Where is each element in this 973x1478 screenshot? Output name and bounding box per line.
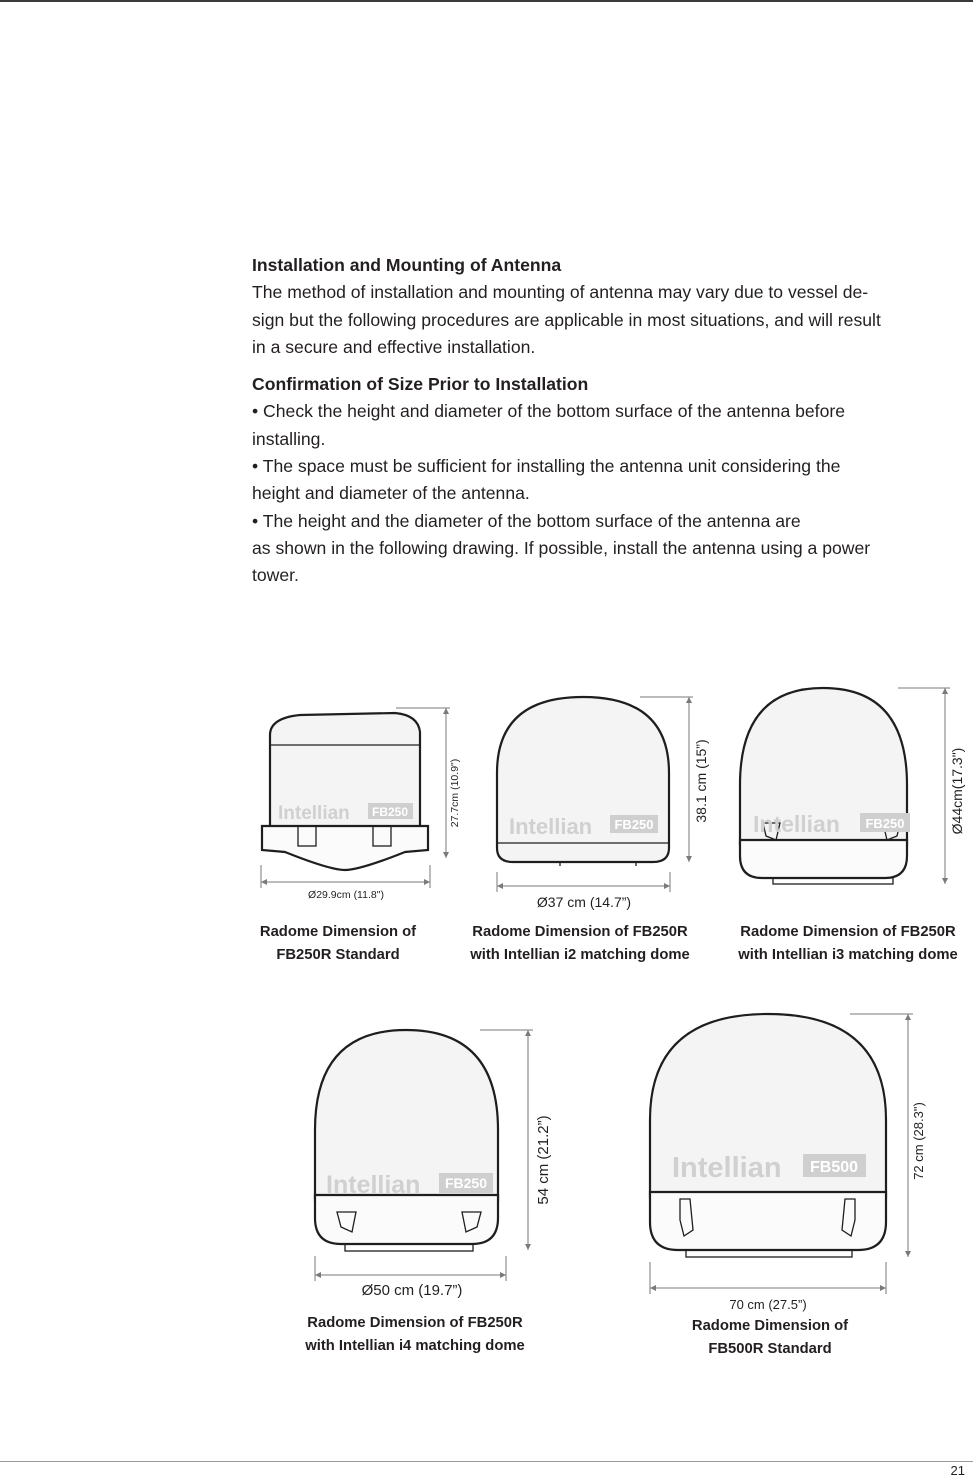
width-dimension-label: Ø29.9cm (11.8") [308, 889, 384, 901]
body-line: sign but the following procedures are applicable in most situations, and will result [252, 309, 881, 330]
logo-text: Intellian [326, 1171, 421, 1199]
figure-caption: Radome Dimension of FB500R Standard [691, 1318, 849, 1357]
page-number: 21 [950, 1463, 965, 1478]
figure-caption: Radome Dimension of FB250R with Intellian i2 matching dome [470, 924, 690, 963]
figure-caption: Radome Dimension of FB250R Standard [259, 924, 417, 963]
width-dimension-label: Ø37 cm (14.7”) [536, 894, 632, 910]
model-badge: FB250 [865, 816, 905, 831]
bullet-line: • The height and the diameter of the bottom surface of the antenna are [252, 510, 801, 531]
logo-text: Intellian [672, 1152, 782, 1184]
model-badge: FB250 [444, 1175, 488, 1191]
bullet-line: • Check the height and diameter of the bottom surface of the antenna before [252, 401, 845, 422]
height-dimension-label: 38.1 cm (15”) [693, 739, 709, 823]
width-dimension-label: Ø50 cm (19.7”) [361, 1282, 463, 1299]
height-dimension-label: Ø44cm(17.3") [949, 747, 965, 835]
body-line: The method of installation and mounting of antenna may vary due to vessel de- [252, 282, 869, 303]
bottom-rule [0, 1461, 973, 1462]
model-badge: FB250 [614, 817, 654, 832]
bullet-line: installing. [252, 428, 326, 449]
bullet-line: height and diameter of the antenna. [252, 483, 530, 504]
section-heading-size-confirmation: Confirmation of Size Prior to Installation [252, 374, 589, 395]
bullet-line: • The space must be sufficient for installing the antenna unit considering the [252, 456, 841, 477]
radome-base [650, 1192, 886, 1250]
bullet-line: tower. [252, 565, 299, 586]
logo-text: Intellian [278, 803, 350, 824]
logo-text: Intellian [509, 814, 593, 839]
height-dimension-label: 27.7cm (10.9") [449, 758, 461, 828]
width-dimension-label: 70 cm (27.5”) [729, 1297, 807, 1312]
logo-text: Intellian [753, 811, 840, 837]
height-dimension-label: 54 cm (21.2”) [535, 1115, 552, 1205]
height-dimension-label: 72 cm (28.3") [911, 1102, 926, 1180]
body-line: in a secure and effective installation. [252, 336, 536, 357]
figure-caption: Radome Dimension of FB250R with Intellian i3 matching dome [738, 924, 958, 963]
bullet-line: as shown in the following drawing. If possible, install the antenna using a power [252, 537, 871, 558]
section-heading-installation: Installation and Mounting of Antenna [252, 255, 562, 275]
figure-caption: Radome Dimension of FB250R with Intellian i4 matching dome [305, 1315, 525, 1354]
model-badge: FB500 [809, 1159, 859, 1176]
model-badge: FB250 [371, 805, 409, 819]
